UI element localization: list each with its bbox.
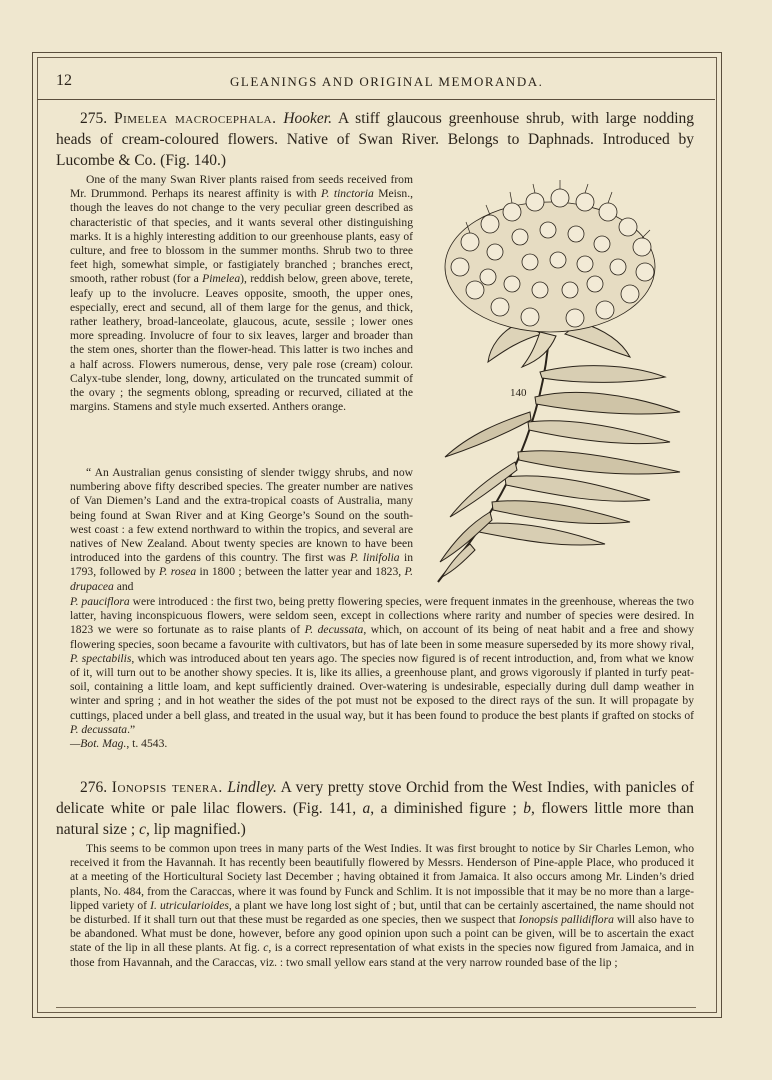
header-rule — [37, 99, 715, 100]
running-head: GLEANINGS AND ORIGINAL MEMORANDA. — [230, 74, 544, 89]
entry-276-number: 276. — [80, 779, 108, 796]
citation: —Bot. Mag. — [70, 737, 127, 751]
page-number: 12 — [56, 72, 72, 89]
entry-275-authority: Hooker. — [283, 110, 332, 127]
entry-275-heading — [56, 108, 694, 171]
entry-275-description: A stiff glaucous greenhouse shrub, with large nodding heads of cream-coloured flowers. Native of Swan River. Belongs to Daphnads. Introduced by Lucombe & Co. (Fig. 140.) — [56, 110, 695, 169]
entry-276-authority: Lindley. — [227, 779, 277, 796]
entry-275-number: 275. — [80, 110, 108, 127]
pimelea-illustration — [430, 172, 702, 590]
entry-276-para: This seems to be common upon trees in many parts of the West Indies. It was first brought to notice by Sir Charles Lemon, who received it from the Havannah. It has recently been beautifully flowered by Messrs. Henderson of Pine-apple Place, who produced it at a meeting of the Horticultural Society last December ; having obtained it from Jamaica. It also occurs among Mr. Linden’s dried plants, No. 484, from the Caraccas, where it was found by Funck and Schlim. It is not impossible that it may be no more than a large-lipped variety of I. utricularioides, a plant we have long lost sight of ; but, until that can be certainly ascertained, the name should not be disturbed. If it shall turn out that these must be regarded as one species, then we suspect that Ionopsis pallidiflora will also have to be abandoned. What must be done, however, before any good opinion upon such a point can be given, will be to ascertain the exact state of the lip in all these plants. At fig. c, is a correct representation of what exists in the species now figured from Jamaica, and in those from Havannah, and the Caraccas, viz. : two small yellow ears stand at the very narrow rounded base of the lip ; — [70, 842, 695, 969]
entry-276-heading: 276. Ionopsis tenera. Lindley. A very pretty stove Orchid from the West Indies, with panicles of delicate white or pale lilac flowers. (Fig. 141, a, a diminished figure ; b, flowers little more than natural size ; c, lip magnified.) — [56, 779, 694, 838]
entry-275-para-1: One of the many Swan River plants raised from seeds received from Mr. Drummond. Perhaps its nearest affinity is with P. tinctoria Meisn., though the leaves do not change to the very peculiar green described as characteristic of that species, and it wants several other distinguishing marks. It is a highly interesting addition to our greenhouse plants, easy of culture, and free to blossom in the summer months. Shrub two to three feet high, somewhat simple, or fastigiately branched ; branches erect, smooth, rather robust (for a Pimelea), reddish below, green above, terete, leafy up to the involucre. Leaves opposite, smooth, the upper ones, especially, erect and secund, all of them large for the genus, and thick, rather leathery, broad-lanceolate, glaucous, acute, sessile ; lower ones more spreading. Involucre of four to six leaves, larger and broader than the stem ones, shorter than the flower-head. This latter is two inches and a half across. Flowers numerous, dense, very pale rose (cream) colour. Calyx-tube slender, long, downy, articulated on the truncated summit of the ovary ; the segments oblong, spreading or recurved, ciliated at the margins. Stamens and style much exserted. Anthers orange. — [70, 173, 413, 414]
entry-275-para-2-wide: P. pauciflora were introduced : the first two, being pretty flowering species, were frequent inmates in the greenhouse, whereas the two latter, having inconspicuous flowers, were seldom seen, except in collections where rarity and number of species were desired. In 1823 we were so fortunate as to raise plants of P. decussata, which, on account of its being of neat habit and a free and showy flowering species, soon became a favourite with cultivators, but has of late been in some measure superseded by its more showy rival, P. spectabilis, which was introduced about ten years ago. The species now figured is of recent introduction, and, from what we know of it, will turn out to be another showy species. It is, like its allies, a greenhouse plant, and grows vigorously if planted in turfy peat-soil, containing a little loam, and kept sufficiently drained. Over-watering is undesirable, especially during dull damp weather in winter and spring ; and in hot weather the sides of the pot must not be exposed to the direct rays of the sun. It will propagate by cuttings, placed under a bell glass, and treated in the usual way, but it has been found to produce the best plants if grafted on stocks of P. decussata.” —Bot. Mag., t. 4543. — [70, 595, 694, 751]
figure-140-label: 140 — [510, 387, 527, 399]
entry-275-genus: Pimelea macrocephala. — [113, 110, 277, 127]
bottom-rule — [56, 1007, 696, 1008]
entry-276-genus: Ionopsis tenera. — [111, 779, 223, 796]
entry-275-para-2-narrow: “ An Australian genus consisting of slender twiggy shrubs, and now numbering above fifty described species. The greater number are natives of Van Diemen’s Land and the extra-tropical coasts of Australia, many being found at Swan River and at King George’s Sound on the south-west coast : a few extend northward to within the tropics, and several are natives of New Zealand. About twenty species are known to have been introduced into the gardens of this country. The first was P. linifolia in 1793, followed by P. rosea in 1800 ; between the latter year and 1823, P. drupacea and — [70, 466, 414, 593]
